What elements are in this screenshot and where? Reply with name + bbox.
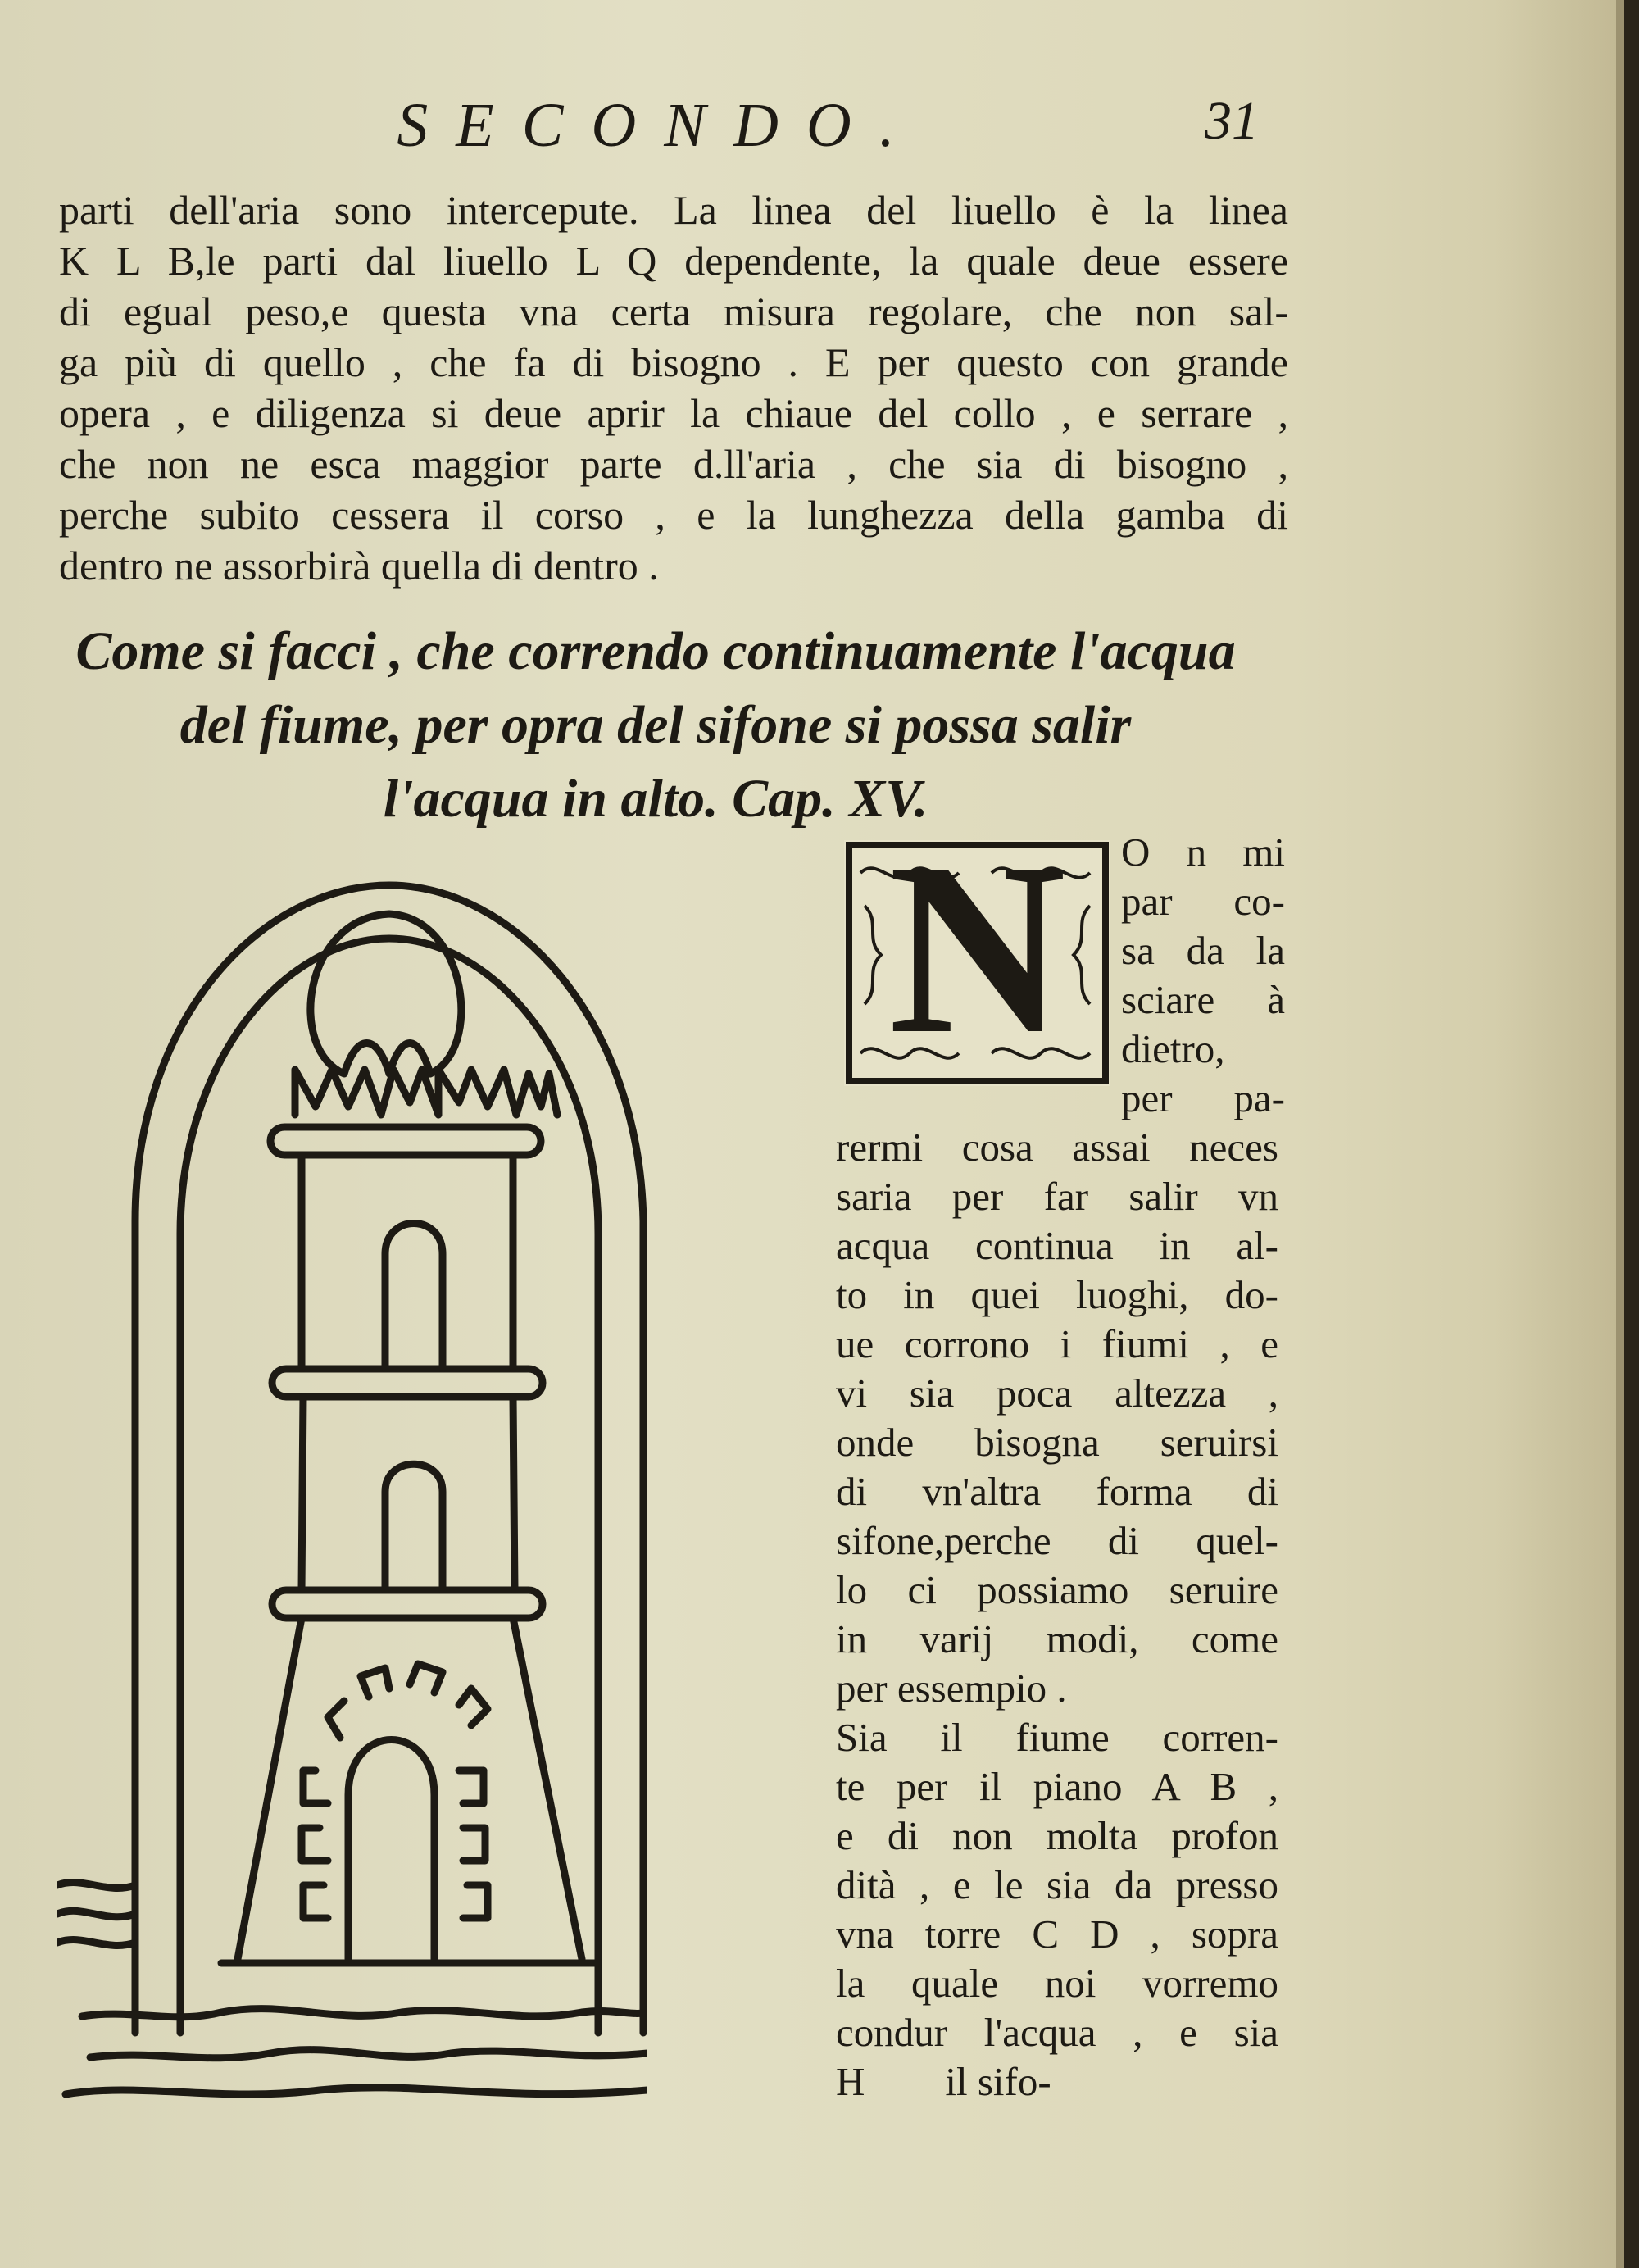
middle-window xyxy=(385,1464,443,1590)
drop-cap-text xyxy=(1121,828,1285,1123)
upper-window xyxy=(385,1224,443,1370)
battlements xyxy=(295,1070,557,1115)
text-line: vi sia poca altezza , xyxy=(836,1370,1278,1416)
text-line: dità , e le sia da presso xyxy=(836,1862,1278,1907)
right-column-text xyxy=(836,1123,1278,2107)
text-line: perche subito cessera il corso , e la lunghezza della gamba di xyxy=(59,492,1288,538)
text-line: opera , e diligenza si deue aprir la chiaue del collo , e serrare , xyxy=(59,390,1288,436)
left-waves xyxy=(57,1883,135,1946)
tower-middle-walls xyxy=(302,1397,515,1590)
heading-line: Come si facci , che correndo continuamente l'acqua xyxy=(75,621,1236,681)
drop-cap-letter: N xyxy=(888,812,1066,1084)
text-line: onde bisogna seruirsi xyxy=(836,1420,1278,1465)
text-line: par co- xyxy=(1121,879,1285,924)
text-line: e di non molta profon xyxy=(836,1813,1278,1858)
text-line: di vn'altra forma di xyxy=(836,1469,1278,1514)
text-line: la quale noi vorremo xyxy=(836,1961,1278,2006)
cornice-middle xyxy=(272,1369,543,1397)
chapter-heading xyxy=(74,615,1237,836)
text-line: acqua continua in al- xyxy=(836,1223,1278,1268)
text-line: vna torre C D , sopra xyxy=(836,1911,1278,1957)
text-line: rermi cosa assai neces xyxy=(836,1125,1278,1170)
siphon-tube-outer xyxy=(135,885,643,2033)
water-waves xyxy=(66,2009,647,2094)
text-line: H il sifo- xyxy=(836,2059,1051,2104)
text-line: per essempio . xyxy=(836,1666,1067,1711)
cornice-lower xyxy=(272,1590,543,1618)
text-line: condur l'acqua , e sia xyxy=(836,2010,1278,2055)
running-head: SECONDO. xyxy=(397,91,923,160)
text-line: dentro ne assorbirà quella di dentro . xyxy=(59,543,659,589)
text-line: to in quei luoghi, do- xyxy=(836,1272,1278,1317)
top-paragraph xyxy=(59,184,1288,591)
text-line: sciare à xyxy=(1121,977,1285,1022)
door-stones xyxy=(302,1664,488,1918)
text-line: per pa- xyxy=(1121,1075,1285,1120)
text-line: K L B,le parti dal liuello L Q dependente, la quale deue essere xyxy=(59,238,1288,284)
heading-line: del fiume, per opra del sifone si possa salir xyxy=(179,695,1132,755)
text-line: ue corrono i fiumi , e xyxy=(836,1321,1278,1366)
text-line: in varij modi, come xyxy=(836,1616,1278,1661)
text-line: parti dell'aria sono intercepute. La linea del liuello è la linea xyxy=(59,187,1288,233)
text-line: sa da la xyxy=(1121,928,1285,973)
cornice-top xyxy=(270,1127,541,1155)
text-line: dietro, xyxy=(1121,1026,1225,1071)
tower-upper-walls xyxy=(302,1155,513,1369)
page-number: 31 xyxy=(1205,91,1259,151)
text-line: te per il piano A B , xyxy=(836,1764,1278,1809)
drop-cap xyxy=(844,812,1110,1086)
heading-line: l'acqua in alto. Cap. XV. xyxy=(383,769,928,829)
text-line: che non ne esca maggior parte d.ll'aria , che sia di bisogno , xyxy=(59,441,1288,487)
siphon-tower-woodcut xyxy=(57,869,647,2098)
text-line: saria per far salir vn xyxy=(836,1174,1278,1219)
door xyxy=(348,1740,434,1960)
text-line: di egual peso,e questa vna certa misura regolare, che non sal- xyxy=(59,289,1288,334)
tower-lower-walls xyxy=(238,1618,582,1959)
text-line: O n mi xyxy=(1121,829,1285,875)
text-line: ga più di quello , che fa di bisogno . E per questo con grande xyxy=(59,339,1288,385)
text-line: lo ci possiamo seruire xyxy=(836,1567,1278,1612)
text-line: sifone,perche di quel- xyxy=(836,1518,1278,1563)
text-line: Sia il fiume corren- xyxy=(836,1715,1278,1760)
